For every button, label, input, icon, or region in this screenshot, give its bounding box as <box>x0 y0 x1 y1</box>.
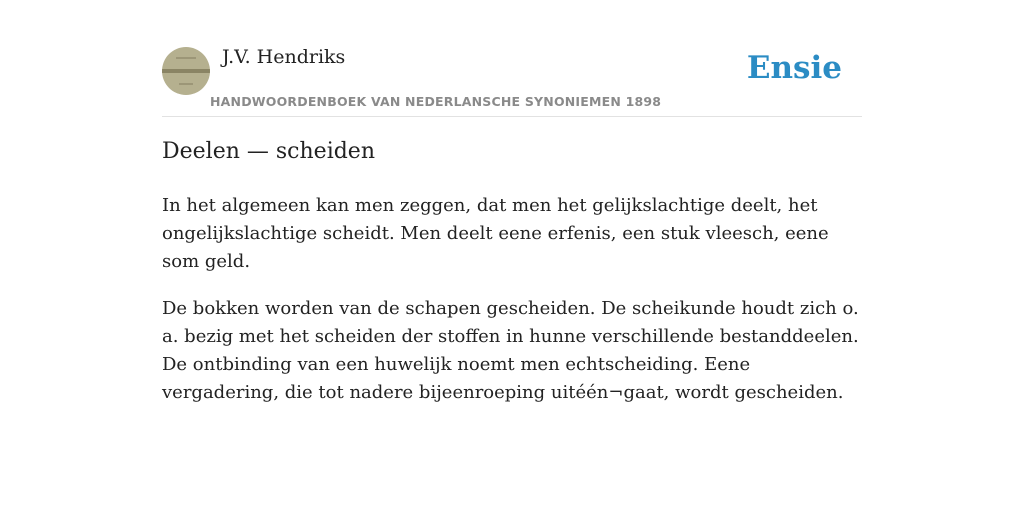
author-name[interactable]: J.V. Hendriks <box>222 46 346 68</box>
entry-title: Deelen — scheiden <box>162 139 375 164</box>
cover-decoration <box>176 57 196 59</box>
entry-paragraph: In het algemeen kan men zeggen, dat men het gelijkslachtige deelt, het ongelijkslachtige scheidt. Men deelt eene erfenis, een stuk vleesch, eene som geld. <box>162 195 829 272</box>
header <box>162 44 862 117</box>
source-title[interactable]: HANDWOORDENBOEK VAN NEDERLANSCHE SYNONIEMEN 1898 <box>210 94 662 109</box>
book-cover-avatar[interactable] <box>162 47 210 95</box>
cover-decoration <box>179 83 193 85</box>
brand-logo[interactable]: Ensie <box>746 50 842 86</box>
cover-title-band <box>162 69 210 73</box>
entry-body <box>162 192 862 426</box>
entry-paragraph: De bokken worden van de schapen gescheiden. De scheikunde houdt zich o. a. bezig met het scheiden der stoffen in hunne verschillende bestanddeelen. De ontbinding van een huwelijk noemt men echtscheiding. Eene vergadering, die tot nadere bijeenroeping uitéén¬gaat, wordt gescheiden. <box>162 298 859 403</box>
